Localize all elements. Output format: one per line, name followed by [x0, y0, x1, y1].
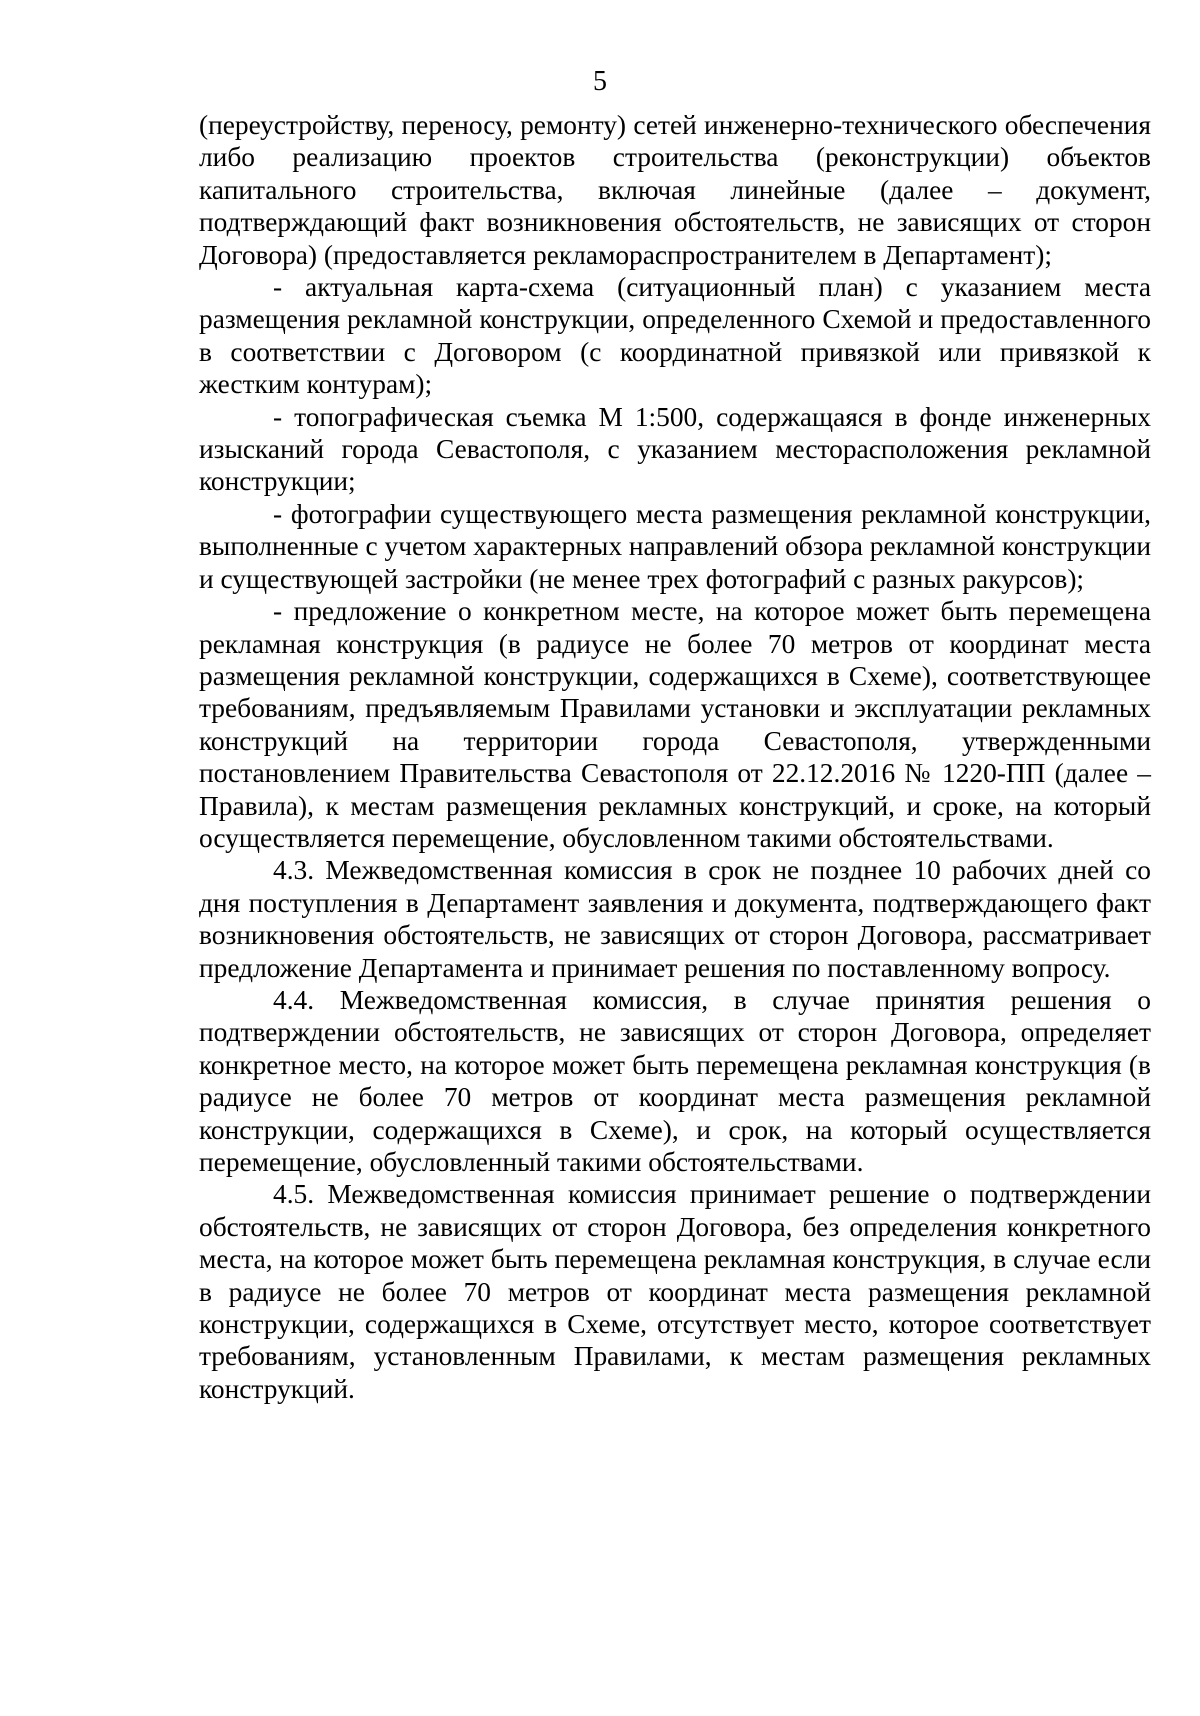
page-number: 5	[593, 66, 607, 97]
paragraph-bullet-topographic-survey: - топографическая съемка М 1:500, содержащаяся в фонде инженерных изысканий города Севастополя, с указанием месторасположения рекламной конструкции;	[199, 401, 1151, 497]
paragraph-bullet-map-scheme: - актуальная карта-схема (ситуационный план) с указанием места размещения рекламной конструкции, определенного Схемой и предоставленного в соответствии с Договором (с координатной привязкой или привязкой к жестким контурам);	[199, 272, 1151, 400]
document-body	[199, 109, 1151, 1405]
paragraph-continuation: (переустройству, переносу, ремонту) сетей инженерно-технического обеспечения либо реализацию проектов строительства (реконструкции) объектов капитального строительства, включая линейные (далее – документ, подтверждающий факт возникновения обстоятельств, не зависящих от сторон Договора) (предоставляется рекламораспространителем в Департамент);	[199, 110, 1151, 270]
paragraph-bullet-photographs: - фотографии существующего места размещения рекламной конструкции, выполненные с учетом характерных направлений обзора рекламной конструкции и существующей застройки (не менее трех фотографий с разных ракурсов);	[199, 498, 1151, 594]
paragraph-bullet-relocation-proposal: - предложение о конкретном месте, на которое может быть перемещена рекламная конструкция (в радиусе не более 70 метров от координат места размещения рекламной конструкции, содержащихся в Схеме), соответствующее требованиям, предъявляемым Правилами установки и эксплуатации рекламных конструкций на территории города Севастополя, утвержденными постановлением Правительства Севастополя от 22.12.2016 № 1220-ПП (далее – Правила), к местам размещения рекламных конструкций, и сроке, на который осуществляется перемещение, обусловленном такими обстоятельствами.	[199, 596, 1151, 853]
paragraph-clause-4-5: 4.5. Межведомственная комиссия принимает решение о подтверждении обстоятельств, не зависящих от сторон Договора, без определения конкретного места, на которое может быть перемещена рекламная конструкция, в случае если в радиусе не более 70 метров от координат места размещения рекламной конструкции, содержащихся в Схеме, отсутствует место, которое соответствует требованиям, установленным Правилами, к местам размещения рекламных конструкций.	[199, 1179, 1151, 1404]
paragraph-clause-4-3: 4.3. Межведомственная комиссия в срок не позднее 10 рабочих дней со дня поступления в Департамент заявления и документа, подтверждающего факт возникновения обстоятельств, не зависящих от сторон Договора, рассматривает предложение Департамента и принимает решения по поставленному вопросу.	[199, 855, 1151, 983]
paragraph-clause-4-4: 4.4. Межведомственная комиссия, в случае принятия решения о подтверждении обстоятельств, не зависящих от сторон Договора, определяет конкретное место, на которое может быть перемещена рекламная конструкция (в радиусе не более 70 метров от координат места размещения рекламной конструкции, содержащихся в Схеме), и срок, на который осуществляется перемещение, обусловленный такими обстоятельствами.	[199, 984, 1151, 1177]
